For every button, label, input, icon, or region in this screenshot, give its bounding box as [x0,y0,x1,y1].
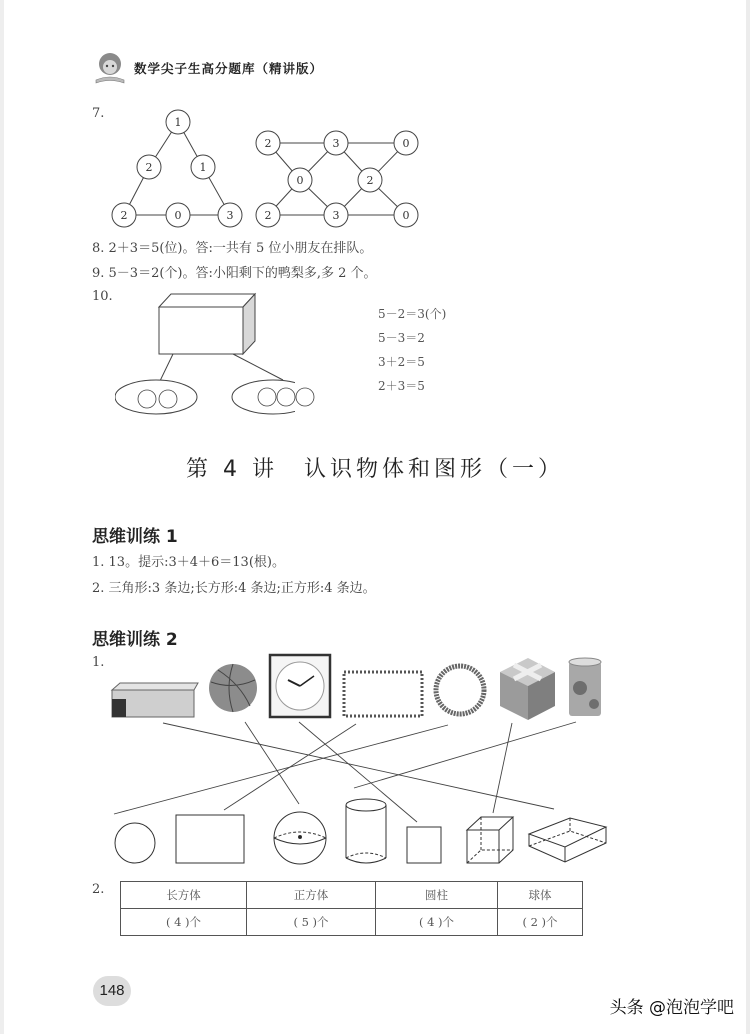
network-node-top-mid: 3 [332,137,340,150]
section-title-training-1: 思维训练 1 [92,527,178,547]
book-title: 数学尖子生高分题库（精讲版） [134,61,324,76]
table-header-sphere: 球体 [498,882,583,909]
chapter-title: 第 4 讲 认识物体和图形（一） [186,457,564,482]
object-gift-cube-image [500,658,555,720]
equation-4: 2＋3＝5 [378,379,425,393]
page-number-badge: 148 [93,976,131,1006]
shape-count-table [120,881,583,936]
book-header [92,48,323,88]
girl-reading-mascot-icon [92,50,128,86]
shape-rectangle [176,815,244,863]
watermark-text: 头条 @泡泡学吧 [609,998,734,1018]
equation-3: 3＋2＝5 [378,355,425,369]
shape-square [407,827,441,863]
page-edge-right [746,0,750,1034]
section-title-training-2: 思维训练 2 [92,630,178,650]
triangle-node-bottom-mid: 0 [174,209,182,222]
question-7-diagrams [100,100,440,235]
apple-icons-right [255,385,315,425]
table-header-cube: 正方体 [247,882,376,909]
table-header-cuboid: 长方体 [121,882,247,909]
shape-cylinder [346,799,386,863]
object-basketball-image [209,664,257,712]
network-node-bottom-left: 2 [264,209,272,222]
training-2-question-2-label: 2. [92,882,105,897]
question-10-label: 10. [92,289,113,304]
training-1-answer-2: 2. 三角形:3 条边;长方形:4 条边;正方形:4 条边。 [92,581,376,596]
object-box-image [112,683,198,717]
training-2-question-1-label: 1. [92,655,105,670]
network-node-bottom-mid: 3 [332,209,340,222]
network-node-mid-right: 2 [366,174,374,187]
table-row [121,909,583,936]
shape-sphere [274,812,326,864]
equation-1: 5－2＝3(个) [378,307,447,321]
triangle-node-top: 1 [174,116,182,129]
table-cell-cylinder-count: ( 4 )个 [376,909,498,936]
network-node-top-right: 0 [402,137,410,150]
question-10-equations [378,302,446,398]
question-9-answer: 9. 5－3＝2(个)。答:小阳剩下的鸭梨多,多 2 个。 [92,266,377,281]
question-8-answer: 8. 2＋3＝5(位)。答:一共有 5 位小朋友在排队。 [92,241,373,256]
equation-2: 5－3＝2 [378,331,425,345]
triangle-node-left-mid: 2 [145,161,153,174]
training-1-answer-1: 1. 13。提示:3＋4＋6＝13(根)。 [92,555,285,570]
object-clock-image [270,655,330,717]
network-node-mid-left: 0 [296,174,304,187]
matching-diagram [100,650,620,870]
triangle-node-bottom-right: 3 [226,209,234,222]
table-cell-sphere-count: ( 2 )个 [498,909,583,936]
network-node-bottom-right: 0 [402,209,410,222]
triangle-node-bottom-left: 2 [120,209,128,222]
network-node-top-left: 2 [264,137,272,150]
table-cell-cube-count: ( 5 )个 [247,909,376,936]
object-round-frame-image [436,666,484,714]
page-edge-left [0,0,4,1034]
table-header-row [121,882,583,909]
question-7-label: 7. [92,106,105,121]
object-cylinder-can-image [569,658,601,716]
shape-circle [115,823,155,863]
triangle-node-right-mid: 1 [199,161,207,174]
shape-cube [467,817,513,863]
object-rect-frame-image [344,672,422,716]
table-header-cylinder: 圆柱 [376,882,498,909]
shape-cuboid [529,818,606,862]
table-cell-cuboid-count: ( 4 )个 [121,909,247,936]
